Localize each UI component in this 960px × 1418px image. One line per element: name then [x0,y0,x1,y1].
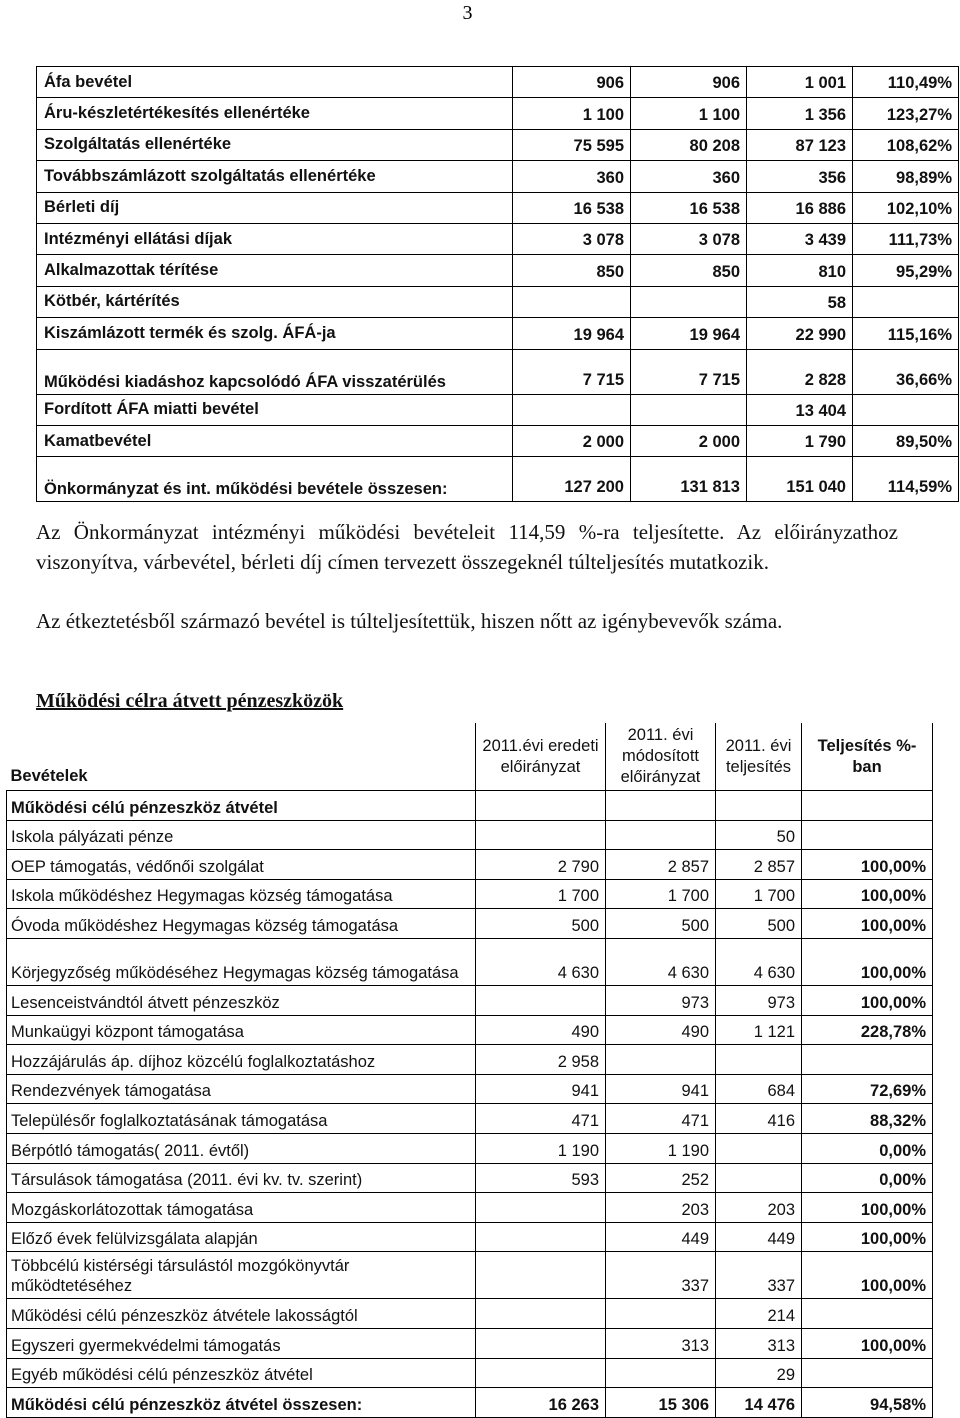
row-label: Továbbszámlázott szolgáltatás ellenértéke [37,161,513,192]
section-title: Működési célú pénzeszköz átvétel [7,791,476,821]
table-row [7,820,933,850]
value-cell-c3: 151 040 [747,457,853,502]
value-cell-modified: 941 [606,1074,716,1104]
value-cell-modified: 337 [606,1252,716,1299]
row-label: Működési célú pénzeszköz átvétele lakosságtól [7,1299,476,1329]
value-cell-fulfilment: 416 [716,1104,802,1134]
value-cell-fulfilment: 1 700 [716,879,802,909]
value-cell-percent: 100,00% [802,850,933,880]
value-cell-c3: 16 886 [747,192,853,223]
header-bevetelek: Bevételek [7,723,476,791]
value-cell-c4 [853,286,959,317]
value-cell-original [476,820,606,850]
value-cell-c3: 13 404 [747,394,853,425]
value-cell-fulfilment [716,1163,802,1193]
value-cell-c4: 111,73% [853,223,959,254]
table-row [7,1015,933,1045]
value-cell-fulfilment: 50 [716,820,802,850]
value-cell-c4: 36,66% [853,349,959,394]
value-cell-modified: 490 [606,1015,716,1045]
table-row [7,1193,933,1223]
table-row [7,1104,933,1134]
row-label: Óvoda működéshez Hegymagas község támogatása [7,909,476,939]
value-cell-original [476,985,606,1015]
value-cell-original [476,1193,606,1223]
value-cell-fulfilment: 4 630 [716,938,802,985]
total-original: 16 263 [476,1388,606,1418]
value-cell-c3: 1 001 [747,67,853,98]
value-cell-fulfilment: 214 [716,1299,802,1329]
value-cell-original: 941 [476,1074,606,1104]
value-cell-c4: 102,10% [853,192,959,223]
table-row [7,1074,933,1104]
table-row [37,394,959,425]
section-heading: Működési célra átvett pénzeszközök [36,690,344,712]
header-fulfilment: 2011. évi teljesítés [716,723,802,791]
table-row [7,909,933,939]
total-row [7,1388,933,1418]
value-cell-fulfilment: 684 [716,1074,802,1104]
row-label: Bérleti díj [37,192,513,223]
value-cell-c2: 7 715 [631,349,747,394]
value-cell-c1: 3 078 [513,223,631,254]
value-cell-c3: 2 828 [747,349,853,394]
value-cell-fulfilment: 203 [716,1193,802,1223]
value-cell-c2 [631,394,747,425]
table-row [37,192,959,223]
table-row [37,223,959,254]
row-label: Szolgáltatás ellenértéke [37,129,513,160]
value-cell-fulfilment: 313 [716,1328,802,1358]
value-cell-modified: 313 [606,1328,716,1358]
value-cell-original: 471 [476,1104,606,1134]
value-cell-original: 1 190 [476,1133,606,1163]
table-row [7,938,933,985]
value-cell-fulfilment: 1 121 [716,1015,802,1045]
table-row [7,1133,933,1163]
table-row [7,1252,933,1299]
value-cell-percent [802,1299,933,1329]
section-row [7,791,933,821]
value-cell-percent: 100,00% [802,1328,933,1358]
value-cell-c1: 360 [513,161,631,192]
value-cell-c1: 7 715 [513,349,631,394]
value-cell-c4: 98,89% [853,161,959,192]
header-fulfilment-percent: Teljesítés %-ban [802,723,933,791]
value-cell-c2: 850 [631,255,747,286]
value-cell-original [476,1358,606,1388]
value-cell-c2: 1 100 [631,98,747,129]
row-label: Alkalmazottak térítése [37,255,513,286]
value-cell-c2: 360 [631,161,747,192]
paragraph-catering: Az étkeztetésből származó bevétel is túlteljesítettük, hiszen nőtt az igénybevevők száma. [36,609,783,633]
empty-cell [716,791,802,821]
total-modified: 15 306 [606,1388,716,1418]
value-cell-modified: 500 [606,909,716,939]
value-cell-c4: 89,50% [853,425,959,456]
value-cell-c1: 127 200 [513,457,631,502]
value-cell-original: 2 790 [476,850,606,880]
table-row [7,1299,933,1329]
table-header-row [7,723,933,791]
value-cell-c4: 110,49% [853,67,959,98]
value-cell-modified: 973 [606,985,716,1015]
value-cell-modified: 203 [606,1193,716,1223]
value-cell-c4: 108,62% [853,129,959,160]
row-label: Körjegyzőség működéséhez Hegymagas község támogatása [7,938,476,985]
value-cell-percent [802,1045,933,1075]
total-fulfilment: 14 476 [716,1388,802,1418]
row-label: Egyszeri gyermekvédelmi támogatás [7,1328,476,1358]
table-row [7,850,933,880]
page-number: 3 [462,2,473,24]
value-cell-percent: 0,00% [802,1133,933,1163]
value-cell-original: 490 [476,1015,606,1045]
value-cell-c2: 906 [631,67,747,98]
table-row [37,318,959,349]
value-cell-fulfilment: 500 [716,909,802,939]
table-row [7,985,933,1015]
empty-cell [476,791,606,821]
row-label: Iskola működéshez Hegymagas község támogatása [7,879,476,909]
table-row [37,457,959,502]
value-cell-c4: 114,59% [853,457,959,502]
value-cell-c2 [631,286,747,317]
value-cell-modified: 4 630 [606,938,716,985]
value-cell-original [476,1328,606,1358]
empty-cell [802,791,933,821]
table-row [37,67,959,98]
value-cell-c3: 58 [747,286,853,317]
row-label: Fordított ÁFA miatti bevétel [37,394,513,425]
value-cell-percent [802,1358,933,1388]
value-cell-modified: 1 190 [606,1133,716,1163]
value-cell-modified: 471 [606,1104,716,1134]
value-cell-percent: 100,00% [802,1193,933,1223]
paragraph-summary: Az Önkormányzat intézményi működési bevételeit 114,59 %-ra teljesítette. Az előirányzathoz viszonyítva, várbevétel, bérleti díj címen tervezett összegeknél túlteljesítés mutatkozik. [36,520,898,574]
row-label: Rendezvények támogatása [7,1074,476,1104]
table-row [7,1163,933,1193]
value-cell-modified: 1 700 [606,879,716,909]
value-cell-c3: 22 990 [747,318,853,349]
value-cell-original: 4 630 [476,938,606,985]
value-cell-fulfilment [716,1133,802,1163]
value-cell-c3: 3 439 [747,223,853,254]
value-cell-percent: 72,69% [802,1074,933,1104]
value-cell-original [476,1299,606,1329]
row-label: Bérpótló támogatás( 2011. évtől) [7,1133,476,1163]
row-label: Munkaügyi központ támogatása [7,1015,476,1045]
value-cell-c1: 850 [513,255,631,286]
value-cell-fulfilment: 973 [716,985,802,1015]
value-cell-fulfilment: 337 [716,1252,802,1299]
value-cell-c1 [513,286,631,317]
value-cell-modified [606,1045,716,1075]
value-cell-c3: 356 [747,161,853,192]
value-cell-percent: 100,00% [802,1222,933,1252]
row-label: Áfa bevétel [37,67,513,98]
table-row [7,1328,933,1358]
value-cell-modified [606,1358,716,1388]
value-cell-fulfilment: 29 [716,1358,802,1388]
value-cell-fulfilment [716,1045,802,1075]
row-label: Társulások támogatása (2011. évi kv. tv. szerint) [7,1163,476,1193]
table-row [37,161,959,192]
value-cell-percent: 0,00% [802,1163,933,1193]
table-row [7,879,933,909]
value-cell-c4 [853,394,959,425]
table-row [7,1222,933,1252]
value-cell-fulfilment: 2 857 [716,850,802,880]
value-cell-modified: 449 [606,1222,716,1252]
value-cell-original [476,1222,606,1252]
value-cell-percent: 88,32% [802,1104,933,1134]
row-label: Működési kiadáshoz kapcsolódó ÁFA visszatérülés [37,349,513,394]
value-cell-percent: 100,00% [802,985,933,1015]
value-cell-c1: 19 964 [513,318,631,349]
value-cell-c1 [513,394,631,425]
table-row [37,349,959,394]
value-cell-original: 2 958 [476,1045,606,1075]
empty-cell [606,791,716,821]
table-row [37,286,959,317]
value-cell-original: 1 700 [476,879,606,909]
value-cell-c2: 80 208 [631,129,747,160]
value-cell-percent: 100,00% [802,879,933,909]
table-row [37,129,959,160]
value-cell-c1: 2 000 [513,425,631,456]
value-cell-c4: 123,27% [853,98,959,129]
row-label: Többcélú kistérségi társulástól mozgókönyvtár működtetéséhez [7,1252,476,1299]
header-modified-budget: 2011. évi módosított előirányzat [606,723,716,791]
row-label: OEP támogatás, védőnői szolgálat [7,850,476,880]
row-label: Kamatbevétel [37,425,513,456]
value-cell-c2: 16 538 [631,192,747,223]
row-label: Előző évek felülvizsgálata alapján [7,1222,476,1252]
row-label: Mozgáskorlátozottak támogatása [7,1193,476,1223]
value-cell-c3: 87 123 [747,129,853,160]
value-cell-original: 593 [476,1163,606,1193]
row-label: Egyéb működési célú pénzeszköz átvétel [7,1358,476,1388]
value-cell-original [476,1252,606,1299]
value-cell-original: 500 [476,909,606,939]
value-cell-c3: 1 790 [747,425,853,456]
value-cell-modified: 252 [606,1163,716,1193]
transfers-table [6,723,933,1418]
value-cell-c4: 115,16% [853,318,959,349]
row-label: Kiszámlázott termék és szolg. ÁFÁ-ja [37,318,513,349]
row-label: Lesenceistvándtól átvett pénzeszköz [7,985,476,1015]
total-percent: 94,58% [802,1388,933,1418]
table-row [7,1045,933,1075]
header-original-budget: 2011.évi eredeti előirányzat [476,723,606,791]
value-cell-c2: 131 813 [631,457,747,502]
row-label: Hozzájárulás áp. díjhoz közcélú foglalkoztatáshoz [7,1045,476,1075]
value-cell-percent: 100,00% [802,1252,933,1299]
value-cell-percent: 100,00% [802,909,933,939]
value-cell-percent: 100,00% [802,938,933,985]
row-label: Iskola pályázati pénze [7,820,476,850]
income-table [36,66,959,502]
value-cell-c1: 16 538 [513,192,631,223]
row-label: Intézményi ellátási díjak [37,223,513,254]
value-cell-c3: 810 [747,255,853,286]
row-label: Önkormányzat és int. működési bevétele összesen: [37,457,513,502]
row-label: Kötbér, kártérítés [37,286,513,317]
value-cell-c2: 3 078 [631,223,747,254]
total-label: Működési célú pénzeszköz átvétel összesen: [7,1388,476,1418]
value-cell-c3: 1 356 [747,98,853,129]
value-cell-percent [802,820,933,850]
value-cell-c1: 906 [513,67,631,98]
value-cell-c1: 75 595 [513,129,631,160]
table-row [37,425,959,456]
table-row [37,255,959,286]
value-cell-c2: 19 964 [631,318,747,349]
table-row [7,1358,933,1388]
value-cell-modified [606,1299,716,1329]
value-cell-c2: 2 000 [631,425,747,456]
row-label: Településőr foglalkoztatásának támogatása [7,1104,476,1134]
value-cell-fulfilment: 449 [716,1222,802,1252]
row-label: Áru-készletértékesítés ellenértéke [37,98,513,129]
value-cell-c4: 95,29% [853,255,959,286]
value-cell-modified: 2 857 [606,850,716,880]
value-cell-modified [606,820,716,850]
value-cell-percent: 228,78% [802,1015,933,1045]
table-row [37,98,959,129]
value-cell-c1: 1 100 [513,98,631,129]
